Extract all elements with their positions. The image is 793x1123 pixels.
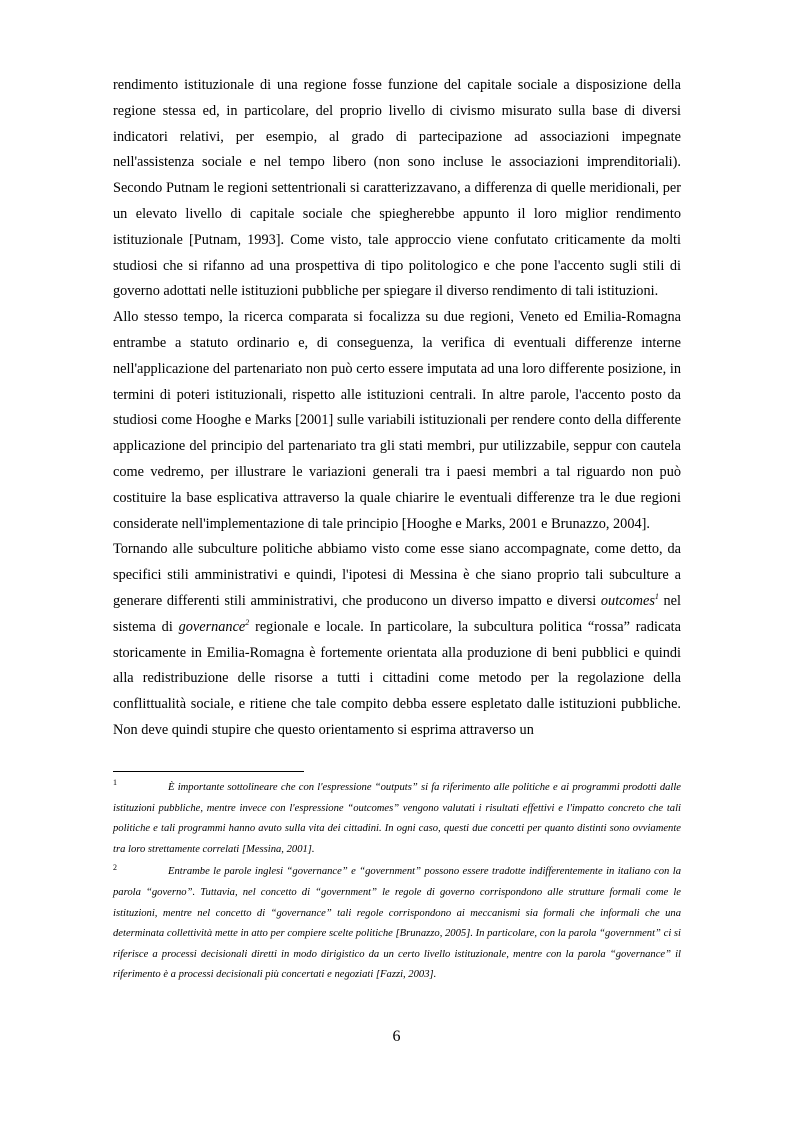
paragraph-3-part-1: Tornando alle subculture politiche abbiamo visto come esse siano accompagnate, come detto, da specifici stili amministrativi e quindi, l'ipotesi di Messina è che siano proprio tali subculture a generare differenti stili amministrativi, che producono un diverso impatto e diversi [113, 541, 681, 609]
footnotes [113, 778, 681, 988]
term-outcomes: outcomes [600, 592, 655, 609]
paragraph-3-part-3: regionale e locale. In particolare, la subcultura politica “rossa” radicata storicamente in Emilia-Romagna è fortemente orientata alla produzione di beni pubblici e quindi alla redistribuzione delle risorse a tutti i cittadini come metodo per la regolazione della conflittualità sociale, e ritiene che tale compito debba essere espletato dalle istituzioni pubbliche. Non deve quindi stupire che questo orientamento si esprima attraverso un [113, 618, 682, 738]
footnote-ref-2[interactable]: 2 [245, 617, 250, 627]
footnote-ref-1[interactable]: 1 [654, 592, 659, 602]
footnote-1: 1 È importante sottolineare che con l'espressione “outputs” si fa riferimento alle politiche e ai programmi prodotti dalle istituzioni pubbliche, mentre invece con l'espressione “outcomes” vengono valutati i risultati effettivi e l'impatto concreto che tali politiche e tali programmi hanno avuto sulla vita dei cittadini. In ogni caso, questi due concetti per quanto distinti sono ovviamente tra loro strettamente correlati [Messina, 2001]. [113, 778, 681, 855]
term-governance: governance [178, 618, 246, 635]
footnote-separator [113, 771, 304, 772]
footnote-2: 2 Entrambe le parole inglesi “governance” e “government” possono essere tradotte indifferentemente in italiano con la parola “governo”. Tuttavia, nel concetto di “government” le regole di governo corrispondono alle strutture formali come le istituzioni, mentre nel concetto di “governance” tali regole corrispondono ai meccanismi sia formali che informali che una determinata collettività mette in atto per compiere scelte politiche [Brunazzo, 2005]. In particolare, con la parola “government” ci si riferisce a processi decisionali diretti in modo dirigistico da un certo livello istituzionale, mentre con la parola “governance” il riferimento è a processi decisionali più concertati e negoziati [Fazzi, 2003]. [113, 862, 681, 981]
body-text [113, 73, 681, 744]
page-number: 6 [392, 1028, 401, 1045]
footnote-text-1: È importante sottolineare che con l'espressione “outputs” si fa riferimento alle politiche e ai programmi prodotti dalle istituzioni pubbliche, mentre invece con l'espressione “outcomes” vengono valutati i risultati effettivi e l'impatto concreto che tali politiche e tali programmi hanno avuto sulla vita dei cittadini. In ogni caso, questi due concetti per quanto distinti sono ovviamente tra loro strettamente correlati [Messina, 2001]. [113, 782, 681, 855]
paragraph-3 [113, 537, 681, 743]
paragraph-3-part-2: nel sistema di [113, 592, 681, 635]
footnote-text-2: Entrambe le parole inglesi “governance” e “government” possono essere tradotte indifferentemente in italiano con la parola “governo”. Tuttavia, nel concetto di “government” le regole di governo corrispondono alle strutture formali come le istituzioni, mentre nel concetto di “governance” tali regole corrispondono ai meccanismi sia formali che informali che una determinata collettività mette in atto per compiere scelte politiche [Brunazzo, 2005]. In particolare, con la parola “government” ci si riferisce a processi decisionali diretti in modo dirigistico da un certo livello istituzionale, mentre con la parola “governance” il riferimento è a processi decisionali più concertati e negoziati [Fazzi, 2003]. [113, 866, 681, 981]
paragraph-1: rendimento istituzionale di una regione fosse funzione del capitale sociale a disposizione della regione stessa ed, in particolare, del proprio livello di civismo misurato sulla base di diversi indicatori relativi, per esempio, al grado di partecipazione ad associazioni impegnate nell'assistenza sociale e nel tempo libero (non sono incluse le associazioni imprenditoriali). Secondo Putnam le regioni settentrionali si caratterizzavano, a differenza di quelle meridionali, per un elevato livello di capitale sociale che spiegherebbe appunto il loro miglior rendimento istituzionale [Putnam, 1993]. Come visto, tale approccio viene confutato criticamente da molti studiosi che si rifanno ad una prospettiva di tipo politologico e che pone l'accento sugli stili di governo adottati nelle istituzioni pubbliche per spiegare il diverso rendimento di tali istituzioni. [113, 77, 681, 300]
paragraph-2: Allo stesso tempo, la ricerca comparata si focalizza su due regioni, Veneto ed Emilia-Romagna entrambe a statuto ordinario e, di conseguenza, la verifica di eventuali differenze interne nell'applicazione del partenariato non può certo essere imputata ad una loro differente posizione, in termini di poteri istituzionali, rispetto alle istituzioni centrali. In altre parole, l'accento posto da studiosi come Hooghe e Marks [2001] sulle variabili istituzionali per rendere conto della differente applicazione del principio del partenariato tra gli stati membri, pur utilizzabile, seppur con cautela come vedremo, per illustrare le variazioni generali tra i paesi membri a tal riguardo non può costituire la base esplicativa attraverso la quale chiarire le eventuali differenze tra le due regioni considerate nell'implementazione di tale principio [Hooghe e Marks, 2001 e Brunazzo, 2004]. [113, 309, 681, 532]
